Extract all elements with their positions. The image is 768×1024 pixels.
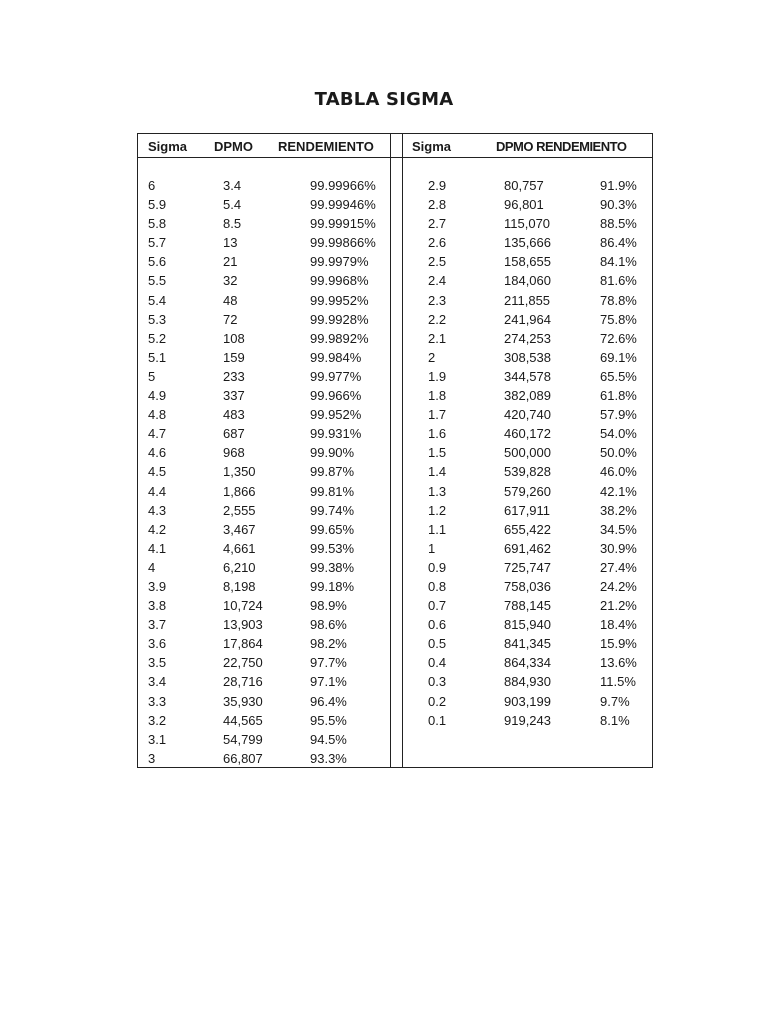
right-sigma-cell: 2.8 (428, 197, 447, 213)
left-dpmo-cell: 6,210 (223, 559, 256, 575)
left-dpmo-cell: 13 (223, 235, 238, 251)
table-row (138, 271, 652, 290)
right-sigma-cell: 0.5 (428, 636, 447, 652)
left-sigma-cell: 4.3 (148, 502, 167, 518)
left-sigma-cell: 4.4 (148, 483, 167, 499)
page-title: TABLA SIGMA (314, 89, 454, 110)
table-row (138, 653, 652, 672)
left-rendimiento-cell: 97.1% (310, 674, 347, 690)
left-dpmo-cell: 48 (223, 292, 238, 308)
right-rendimiento-cell: 72.6% (600, 330, 637, 346)
left-sigma-cell: 5.6 (148, 254, 167, 270)
left-rendimiento-cell: 98.2% (310, 636, 347, 652)
left-sigma-cell: 3.8 (148, 598, 167, 614)
left-rendimiento-cell: 99.9979% (310, 254, 369, 270)
right-rendimiento-cell: 91.9% (600, 178, 637, 193)
left-sigma-cell: 4.7 (148, 426, 167, 442)
right-dpmo-cell: 96,801 (504, 197, 544, 213)
table-row (138, 615, 652, 634)
right-sigma-cell: 1 (428, 540, 436, 556)
table-row (138, 176, 652, 195)
right-rendimiento-cell: 78.8% (600, 292, 637, 308)
left-sigma-cell: 3 (148, 750, 156, 766)
left-rendimiento-cell: 99.99915% (310, 216, 376, 232)
left-dpmo-cell: 17,864 (223, 636, 263, 652)
right-sigma-cell: 1.9 (428, 368, 447, 384)
right-sigma-cell: 2.1 (428, 330, 447, 346)
right-rendimiento-cell: 21.2% (600, 598, 637, 614)
left-rendimiento-cell: 99.9952% (310, 292, 369, 308)
table-row (138, 424, 652, 443)
right-sigma-cell: 1.8 (428, 388, 447, 404)
table-row (138, 291, 652, 310)
left-dpmo-cell: 44,565 (223, 712, 263, 728)
table-row (138, 195, 652, 214)
right-dpmo-cell: 691,462 (504, 540, 551, 556)
left-dpmo-cell: 159 (223, 349, 245, 365)
right-rendimiento-cell: 18.4% (600, 617, 637, 633)
right-rendimiento-cell: 86.4% (600, 235, 637, 251)
left-dpmo-cell: 28,716 (223, 674, 263, 690)
right-dpmo-cell: 884,930 (504, 674, 551, 690)
left-sigma-cell: 4.8 (148, 407, 167, 423)
left-sigma-cell: 3.6 (148, 636, 167, 652)
left-rendimiento-cell: 94.5% (310, 731, 347, 747)
table-row (138, 252, 652, 271)
left-sigma-cell: 3.3 (148, 693, 167, 709)
right-sigma-cell: 1.2 (428, 502, 447, 518)
right-dpmo-cell: 274,253 (504, 330, 551, 346)
left-dpmo-cell: 13,903 (223, 617, 263, 633)
left-rendimiento-cell: 99.81% (310, 483, 355, 499)
left-dpmo-cell: 8,198 (223, 578, 256, 594)
right-dpmo-cell: 158,655 (504, 254, 551, 270)
right-sigma-cell: 0.2 (428, 693, 447, 709)
left-sigma-cell: 3.2 (148, 712, 167, 728)
left-rendimiento-cell: 99.966% (310, 388, 362, 404)
left-dpmo-cell: 337 (223, 388, 245, 404)
right-dpmo-cell: 420,740 (504, 407, 551, 423)
right-sigma-cell: 0.8 (428, 578, 447, 594)
left-dpmo-cell: 1,350 (223, 464, 256, 480)
table-row (138, 539, 652, 558)
right-sigma-cell: 0.4 (428, 655, 447, 671)
right-dpmo-cell: 241,964 (504, 311, 551, 327)
left-rendimiento-cell: 99.18% (310, 578, 355, 594)
right-sigma-cell: 0.3 (428, 674, 447, 690)
right-sigma-cell: 2 (428, 349, 436, 365)
left-dpmo-cell: 10,724 (223, 598, 263, 614)
right-rendimiento-cell: 90.3% (600, 197, 637, 213)
table-row (138, 711, 652, 730)
left-dpmo-cell: 3.4 (223, 178, 242, 193)
right-rendimiento-cell: 24.2% (600, 578, 637, 594)
left-sigma-cell: 5.8 (148, 216, 167, 232)
left-rendimiento-cell: 99.90% (310, 445, 355, 461)
left-sigma-cell: 5.1 (148, 349, 167, 365)
right-dpmo-cell: 135,666 (504, 235, 551, 251)
right-rendimiento-cell: 54.0% (600, 426, 637, 442)
table-row (138, 443, 652, 462)
right-dpmo-cell: 725,747 (504, 559, 551, 575)
left-sigma-cell: 5.4 (148, 292, 167, 308)
right-dpmo-cell: 211,855 (504, 292, 551, 308)
table-body (138, 176, 652, 768)
table-row (138, 462, 652, 481)
table-row (138, 692, 652, 711)
left-sigma-cell: 3.1 (148, 731, 167, 747)
right-rendimiento-cell: 38.2% (600, 502, 637, 518)
right-rendimiento-cell: 42.1% (600, 483, 637, 499)
left-dpmo-cell: 54,799 (223, 731, 263, 747)
right-sigma-cell: 1.6 (428, 426, 447, 442)
header-dpmo-left: DPMO (214, 139, 253, 154)
table-row (138, 730, 652, 749)
right-dpmo-cell: 903,199 (504, 693, 551, 709)
right-rendimiento-cell: 9.7% (600, 693, 630, 709)
table-row (138, 386, 652, 405)
right-dpmo-cell: 460,172 (504, 426, 551, 442)
left-dpmo-cell: 108 (223, 330, 245, 346)
left-dpmo-cell: 233 (223, 368, 245, 384)
right-dpmo-cell: 539,828 (504, 464, 551, 480)
left-sigma-cell: 5.2 (148, 330, 167, 346)
left-sigma-cell: 4 (148, 559, 156, 575)
left-dpmo-cell: 1,866 (223, 483, 256, 499)
right-sigma-cell: 1.5 (428, 445, 447, 461)
left-sigma-cell: 4.1 (148, 540, 167, 556)
right-sigma-cell: 1.3 (428, 483, 447, 499)
table-row (138, 367, 652, 386)
left-dpmo-cell: 687 (223, 426, 245, 442)
table-row (138, 329, 652, 348)
left-rendimiento-cell: 99.9928% (310, 311, 369, 327)
header-rendimiento-left: RENDEMIENTO (278, 139, 374, 154)
table-row (138, 520, 652, 539)
left-rendimiento-cell: 99.99866% (310, 235, 376, 251)
left-dpmo-cell: 3,467 (223, 521, 256, 537)
left-sigma-cell: 5.3 (148, 311, 167, 327)
left-rendimiento-cell: 98.6% (310, 617, 347, 633)
left-rendimiento-cell: 99.65% (310, 521, 355, 537)
left-rendimiento-cell: 99.74% (310, 502, 355, 518)
right-dpmo-cell: 344,578 (504, 368, 551, 384)
table-row (138, 482, 652, 501)
right-sigma-cell: 2.2 (428, 311, 447, 327)
right-dpmo-cell: 184,060 (504, 273, 551, 289)
right-dpmo-cell: 788,145 (504, 598, 551, 614)
left-dpmo-cell: 2,555 (223, 502, 256, 518)
left-dpmo-cell: 72 (223, 311, 238, 327)
right-sigma-cell: 0.6 (428, 617, 447, 633)
table-row (138, 405, 652, 424)
sigma-table (137, 133, 653, 768)
right-dpmo-cell: 841,345 (504, 636, 551, 652)
left-rendimiento-cell: 99.99946% (310, 197, 376, 213)
right-dpmo-cell: 815,940 (504, 617, 551, 633)
right-dpmo-cell: 864,334 (504, 655, 551, 671)
left-rendimiento-cell: 98.9% (310, 598, 347, 614)
right-sigma-cell: 0.9 (428, 559, 447, 575)
right-dpmo-cell: 115,070 (504, 216, 551, 232)
left-rendimiento-cell: 99.9968% (310, 273, 369, 289)
table-row (138, 501, 652, 520)
right-sigma-cell: 2.7 (428, 216, 447, 232)
left-sigma-cell: 5.5 (148, 273, 167, 289)
left-rendimiento-cell: 99.9892% (310, 330, 369, 346)
left-sigma-cell: 5.7 (148, 235, 167, 251)
left-dpmo-cell: 4,661 (223, 540, 256, 556)
left-rendimiento-cell: 93.3% (310, 750, 347, 766)
left-rendimiento-cell: 95.5% (310, 712, 347, 728)
right-sigma-cell: 1.7 (428, 407, 447, 423)
left-rendimiento-cell: 99.931% (310, 426, 362, 442)
right-rendimiento-cell: 13.6% (600, 655, 637, 671)
right-rendimiento-cell: 84.1% (600, 254, 637, 270)
left-rendimiento-cell: 99.977% (310, 368, 362, 384)
left-rendimiento-cell: 99.87% (310, 464, 355, 480)
right-sigma-cell: 2.3 (428, 292, 447, 308)
right-dpmo-cell: 500,000 (504, 445, 551, 461)
right-dpmo-cell: 308,538 (504, 349, 551, 365)
right-dpmo-cell: 382,089 (504, 388, 551, 404)
header-sigma-right: Sigma (412, 139, 452, 154)
left-sigma-cell: 5 (148, 368, 156, 384)
table-row (138, 233, 652, 252)
header-dpmo-rendimiento-right: DPMO RENDEMIENTO (496, 139, 627, 154)
left-dpmo-cell: 22,750 (223, 655, 263, 671)
right-rendimiento-cell: 69.1% (600, 349, 637, 365)
table-row (138, 558, 652, 577)
left-rendimiento-cell: 99.952% (310, 407, 362, 423)
header-divider (138, 157, 652, 158)
right-dpmo-cell: 758,036 (504, 578, 551, 594)
left-sigma-cell: 4.5 (148, 464, 167, 480)
left-dpmo-cell: 968 (223, 445, 245, 461)
left-sigma-cell: 4.9 (148, 388, 167, 404)
left-dpmo-cell: 21 (223, 254, 238, 270)
right-dpmo-cell: 579,260 (504, 483, 551, 499)
right-sigma-cell: 2.9 (428, 178, 447, 193)
table-row (138, 596, 652, 615)
right-rendimiento-cell: 50.0% (600, 445, 637, 461)
left-sigma-cell: 6 (148, 178, 156, 193)
left-sigma-cell: 4.2 (148, 521, 167, 537)
left-rendimiento-cell: 97.7% (310, 655, 347, 671)
left-sigma-cell: 3.7 (148, 617, 167, 633)
table-row (138, 634, 652, 653)
right-sigma-cell: 1.4 (428, 464, 447, 480)
right-rendimiento-cell: 81.6% (600, 273, 637, 289)
right-dpmo-cell: 919,243 (504, 712, 551, 728)
left-sigma-cell: 5.9 (148, 197, 167, 213)
right-sigma-cell: 2.6 (428, 235, 447, 251)
right-sigma-cell: 2.4 (428, 273, 447, 289)
left-dpmo-cell: 483 (223, 407, 245, 423)
right-sigma-cell: 0.7 (428, 598, 447, 614)
left-rendimiento-cell: 99.53% (310, 540, 355, 556)
table-row (138, 749, 652, 768)
left-sigma-cell: 3.5 (148, 655, 167, 671)
left-sigma-cell: 3.9 (148, 578, 167, 594)
right-rendimiento-cell: 15.9% (600, 636, 637, 652)
left-dpmo-cell: 8.5 (223, 216, 242, 232)
table-row (138, 348, 652, 367)
right-rendimiento-cell: 65.5% (600, 368, 637, 384)
right-rendimiento-cell: 46.0% (600, 464, 637, 480)
left-dpmo-cell: 66,807 (223, 750, 263, 766)
right-sigma-cell: 1.1 (428, 521, 447, 537)
left-dpmo-cell: 5.4 (223, 197, 242, 213)
right-rendimiento-cell: 57.9% (600, 407, 637, 423)
right-rendimiento-cell: 34.5% (600, 521, 637, 537)
header-sigma-left: Sigma (148, 139, 188, 154)
left-sigma-cell: 3.4 (148, 674, 167, 690)
right-rendimiento-cell: 88.5% (600, 216, 637, 232)
right-rendimiento-cell: 75.8% (600, 311, 637, 327)
right-rendimiento-cell: 8.1% (600, 712, 630, 728)
right-dpmo-cell: 617,911 (504, 502, 551, 518)
table-row (138, 577, 652, 596)
left-rendimiento-cell: 99.984% (310, 349, 362, 365)
right-rendimiento-cell: 11.5% (600, 674, 636, 690)
right-dpmo-cell: 80,757 (504, 178, 544, 193)
left-rendimiento-cell: 96.4% (310, 693, 347, 709)
right-sigma-cell: 2.5 (428, 254, 447, 270)
left-dpmo-cell: 32 (223, 273, 238, 289)
right-rendimiento-cell: 30.9% (600, 540, 637, 556)
right-dpmo-cell: 655,422 (504, 521, 551, 537)
left-sigma-cell: 4.6 (148, 445, 167, 461)
left-rendimiento-cell: 99.38% (310, 559, 355, 575)
left-dpmo-cell: 35,930 (223, 693, 263, 709)
table-row (138, 672, 652, 691)
right-rendimiento-cell: 61.8% (600, 388, 637, 404)
right-rendimiento-cell: 27.4% (600, 559, 637, 575)
table-row (138, 310, 652, 329)
right-sigma-cell: 0.1 (428, 712, 447, 728)
left-rendimiento-cell: 99.99966% (310, 178, 376, 193)
table-row (138, 214, 652, 233)
